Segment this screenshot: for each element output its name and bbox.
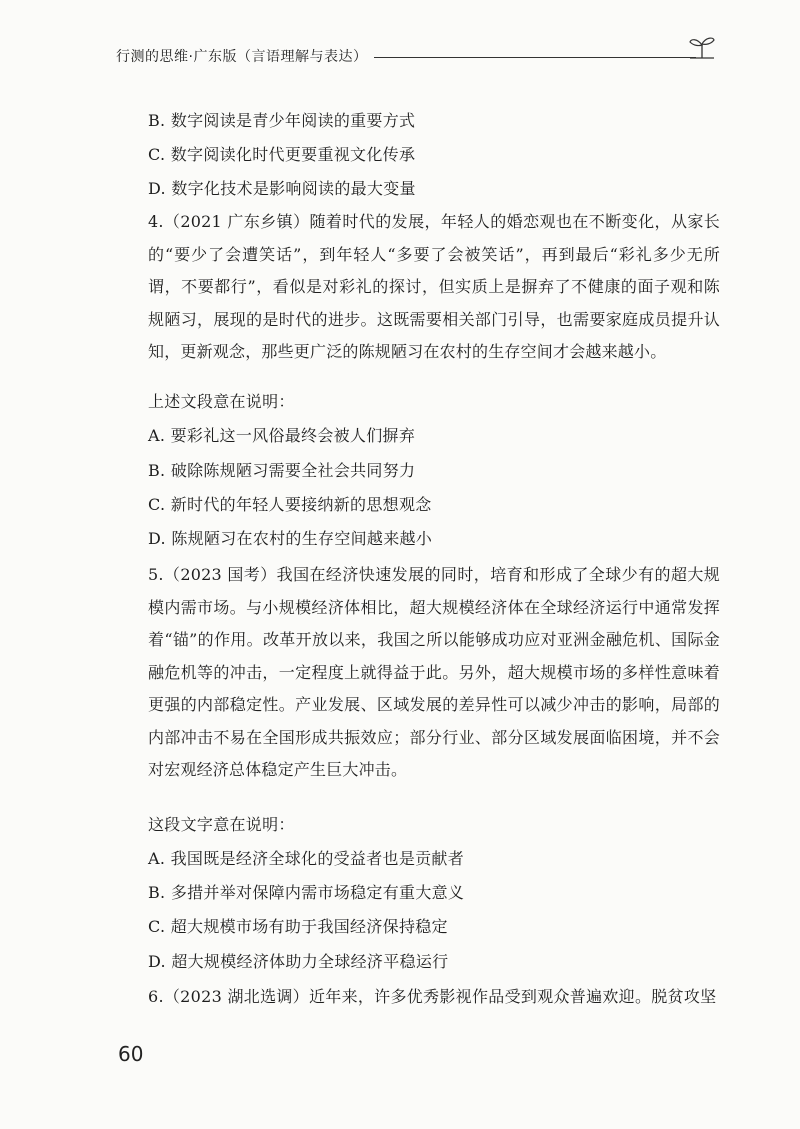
q4-option-d: D. 陈规陋习在农村的生存空间越来越小 xyxy=(148,529,433,548)
running-header xyxy=(116,40,716,66)
q4-question: 上述文段意在说明： xyxy=(148,392,295,411)
q5-option-d: D. 超大规模经济体助力全球经济平稳运行 xyxy=(148,952,449,971)
q5-option-a: A. 我国既是经济全球化的受益者也是贡献者 xyxy=(148,849,465,868)
header-rule xyxy=(374,57,696,58)
q4-option-c: C. 新时代的年轻人要接纳新的思想观念 xyxy=(148,495,432,514)
sprout-icon xyxy=(688,34,716,60)
page-number: 60 xyxy=(118,1042,144,1066)
q3-option-d: D. 数字化技术是影响阅读的最大变量 xyxy=(148,179,416,198)
q5-stem: 5.（2023 国考）我国在经济快速发展的同时，培育和形成了全球少有的超大规模内需市场。与小规模经济体相比，超大规模经济体在全球经济运行中通常发挥着“锚”的作用。改革开放以来，我国之所以能够成功应对亚洲金融危机、国际金融危机等的冲击，一定程度上就得益于此。另外，超大规模市场的多样性意味着更强的内部稳定性。产业发展、区域发展的差异性可以减少冲击的影响，局部的内部冲击不易在全国形成共振效应；部分行业、部分区域发展面临困境，并不会对宏观经济总体稳定产生巨大冲击。 xyxy=(148,565,720,779)
q4-stem: 4.（2021 广东乡镇）随着时代的发展，年轻人的婚恋观也在不断变化，从家长的“要少了会遭笑话”，到年轻人“多要了会被笑话”，再到最后“彩礼多少无所谓，不要都行”，看似是对彩礼的探讨，但实质上是摒弃了不健康的面子观和陈规陋习，展现的是时代的进步。这既需要相关部门引导，也需要家庭成员提升认知，更新观念，那些更广泛的陈规陋习在农村的生存空间才会越来越小。 xyxy=(148,212,720,361)
q5-question: 这段文字意在说明： xyxy=(148,815,295,834)
header-title: 行测的思维·广东版（言语理解与表达） xyxy=(116,49,368,65)
q5-option-c: C. 超大规模市场有助于我国经济保持稳定 xyxy=(148,917,448,936)
q3-option-c: C. 数字阅读化时代更要重视文化传承 xyxy=(148,145,416,164)
q3-option-b: B. 数字阅读是青少年阅读的重要方式 xyxy=(148,111,416,130)
q4-option-b: B. 破除陈规陋习需要全社会共同努力 xyxy=(148,461,416,480)
q6-stem: 6.（2023 湖北选调）近年来，许多优秀影视作品受到观众普遍欢迎。脱贫攻坚 xyxy=(148,987,717,1006)
q5-option-b: B. 多措并举对保障内需市场稳定有重大意义 xyxy=(148,883,465,902)
q4-option-a: A. 要彩礼这一风俗最终会被人们摒弃 xyxy=(148,426,416,445)
